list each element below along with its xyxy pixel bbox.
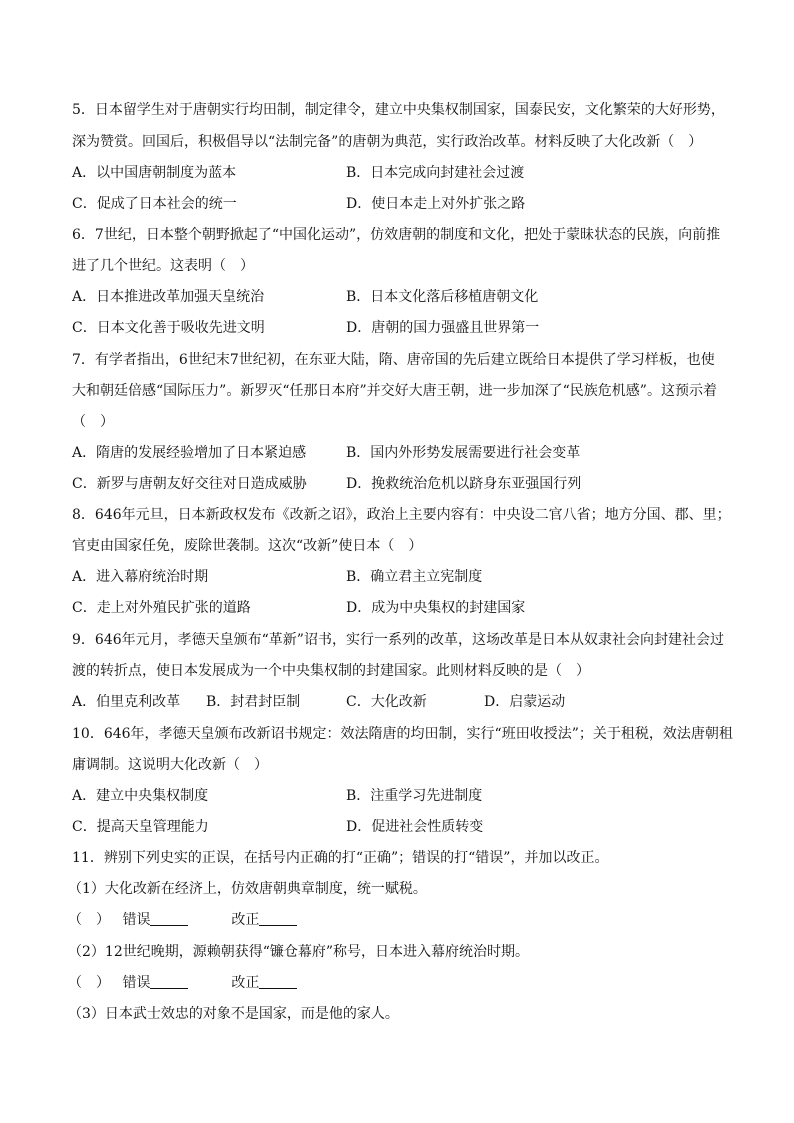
q11-item-2: （2）12世纪晚期，源赖朝获得“镰仓幕府”称号，日本进入幕府统治时期。 xyxy=(68,944,530,960)
q10-option-b: B．注重学习先进制度 xyxy=(346,788,483,804)
q11-item-1-paren[interactable]: （ ） xyxy=(68,912,110,928)
q11-item-1-answer-row xyxy=(68,910,728,930)
q11-item-2-fix-label: 改正 xyxy=(231,975,260,991)
q6-option-a: A．日本推进改革加强天皇统治 xyxy=(72,289,265,305)
q6-option-b: B．日本文化落后移植唐朝文化 xyxy=(346,289,539,305)
q8-option-b: B．确立君主立宪制度 xyxy=(346,569,483,585)
q7-stem-line-2: 大和朝廷倍感“国际压力”。新罗灭“任那日本府”并交好大唐王朝，进一步加深了“民族危机感”。这预示着 xyxy=(72,383,717,399)
q9-option-b: B．封君封臣制 xyxy=(206,694,301,710)
q11-item-1-fix-label: 改正 xyxy=(231,912,260,928)
q11-item-2-fix-blank[interactable] xyxy=(259,974,297,989)
q8-option-d: D．成为中央集权的封建国家 xyxy=(346,600,526,616)
q11-item-1-fix-blank[interactable] xyxy=(259,911,297,926)
q9-option-c: C．大化改新 xyxy=(346,694,427,710)
q11-item-1-wrong-label: 错误 xyxy=(122,912,151,928)
q7-stem-line-3: （ ） xyxy=(72,414,114,430)
q10-option-c: C．提高天皇管理能力 xyxy=(72,819,209,835)
q8-option-c: C．走上对外殖民扩张的道路 xyxy=(72,600,251,616)
q11-item-3: （3）日本武士效忠的对象不是国家，而是他的家人。 xyxy=(68,1006,399,1022)
q9-option-a: A．伯里克利改革 xyxy=(72,694,181,710)
q11-item-2-wrong-label: 错误 xyxy=(122,975,151,991)
q5-option-d: D．使日本走上对外扩张之路 xyxy=(346,196,526,212)
q11-item-2-wrong-blank[interactable] xyxy=(150,974,188,989)
q5-option-b: B．日本完成向封建社会过渡 xyxy=(346,165,525,181)
q9-option-d: D．启蒙运动 xyxy=(484,694,566,710)
q9-stem-line-1: 9．646年元月，孝德天皇颁布“革新”诏书，实行一系列的改革，这场改革是日本从奴隶社会向封建社会过 xyxy=(72,632,724,648)
q10-stem-line-1: 10．646年，孝德天皇颁布改新诏书规定：效法隋唐的均田制，实行“班田收授法”；关于租税，效法唐朝租 xyxy=(72,726,733,742)
q7-option-a: A．隋唐的发展经验增加了日本紧迫感 xyxy=(72,445,307,461)
q5-option-c: C．促成了日本社会的统一 xyxy=(72,196,237,212)
q11-item-1-wrong-blank[interactable] xyxy=(150,911,188,926)
q11-stem: 11．辨别下列史实的正误，在括号内正确的打“正确”；错误的打“错误”，并加以改正。 xyxy=(72,850,609,866)
q9-stem-line-2: 渡的转折点，使日本发展成为一个中央集权制的封建国家。此则材料反映的是（ ） xyxy=(72,663,590,679)
q8-stem-line-1: 8．646年元旦，日本新政权发布《改新之诏》，政治上主要内容有：中央设二官八省；地方分国、郡、里； xyxy=(72,507,731,523)
q6-option-c: C．日本文化善于吸收先进文明 xyxy=(72,320,265,336)
q7-stem-line-1: 7．有学者指出，6世纪末7世纪初，在东亚大陆，隋、唐帝国的先后建立既给日本提供了学习样板，也使 xyxy=(72,352,715,368)
q6-stem-line-1: 6．7世纪，日本整个朝野掀起了“中国化运动”，仿效唐朝的制度和文化，把处于蒙昧状态的民族，向前推 xyxy=(72,227,721,243)
q6-stem-line-2: 进了几个世纪。这表明（ ） xyxy=(72,258,254,274)
q8-option-a: A．进入幕府统治时期 xyxy=(72,569,209,585)
q10-option-a: A．建立中央集权制度 xyxy=(72,788,209,804)
q7-option-c: C．新罗与唐朝友好交往对日造成威胁 xyxy=(72,476,307,492)
q6-option-d: D．唐朝的国力强盛且世界第一 xyxy=(346,320,540,336)
q8-stem-line-2: 官吏由国家任免，废除世袭制。这次“改新”使日本（ ） xyxy=(72,538,423,554)
q11-item-2-answer-row xyxy=(68,973,728,993)
q10-option-d: D．促进社会性质转变 xyxy=(346,819,484,835)
q10-stem-line-2: 庸调制。这说明大化改新（ ） xyxy=(72,757,268,773)
q5-stem-line-2: 深为赞赏。回国后，积极倡导以“法制完备”的唐朝为典范，实行政治改革。材料反映了大化改新（ ） xyxy=(72,134,703,150)
q7-option-b: B．国内外形势发展需要进行社会变革 xyxy=(346,445,581,461)
q7-option-d: D．挽救统治危机以跻身东亚强国行列 xyxy=(346,476,582,492)
q11-item-1: （1）大化改新在经济上，仿效唐朝典章制度，统一赋税。 xyxy=(68,881,427,897)
q5-stem-line-1: 5．日本留学生对于唐朝实行均田制，制定律令，建立中央集权制国家，国泰民安，文化繁荣的大好形势， xyxy=(72,102,725,118)
q11-item-2-paren[interactable]: （ ） xyxy=(68,975,110,991)
q5-option-a: A．以中国唐朝制度为蓝本 xyxy=(72,165,237,181)
